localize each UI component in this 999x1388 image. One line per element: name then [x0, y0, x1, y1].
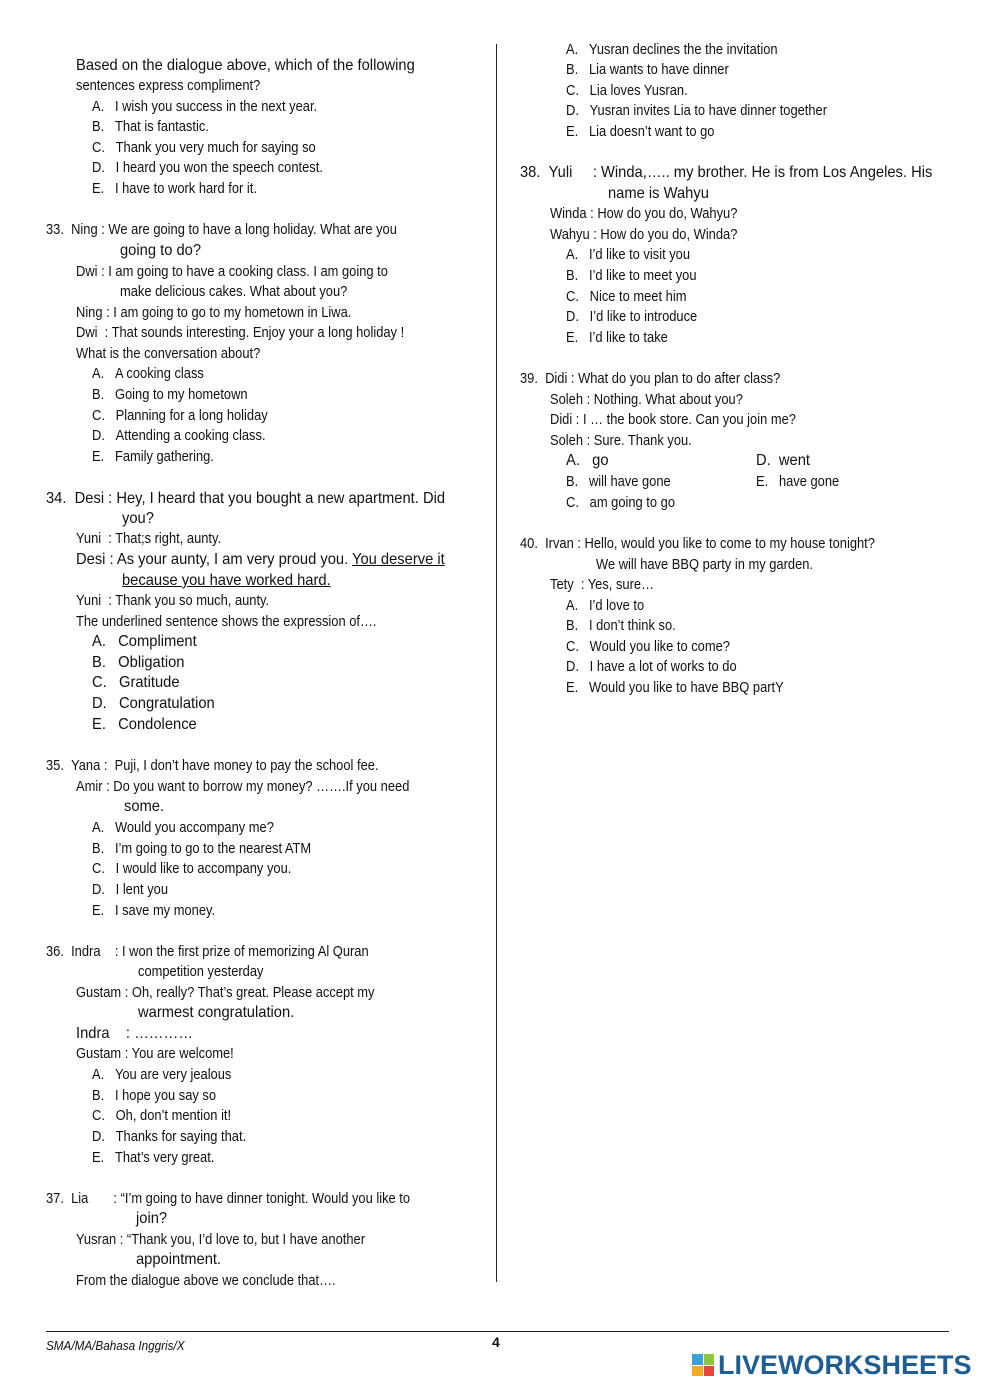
- left-text-line: D. Attending a cooking class.: [92, 427, 266, 444]
- right-text-line: B. Lia wants to have dinner: [566, 61, 729, 78]
- left-text-line: B. I hope you say so: [92, 1087, 217, 1104]
- right-text-line: E. I’d like to take: [566, 329, 668, 346]
- left-text-line: E. I save my money.: [92, 902, 216, 919]
- right-text-line: C. am going to go: [566, 494, 676, 511]
- right-text-line: 40. Irvan : Hello, would you like to come to my house tonight?: [520, 535, 875, 552]
- left-text-line: D. Thanks for saying that.: [92, 1128, 247, 1145]
- left-text-line: A. You are very jealous: [92, 1066, 232, 1083]
- left-text-line: make delicious cakes. What about you?: [120, 283, 348, 300]
- left-text-line: 36. Indra : I won the first prize of memorizing Al Quran: [46, 943, 369, 960]
- right-text-line: name is Wahyu: [608, 185, 709, 202]
- left-text-line: join?: [136, 1210, 168, 1227]
- left-text-line: you?: [122, 510, 154, 527]
- right-text-line: Didi : I … the book store. Can you join me?: [550, 411, 796, 428]
- left-text-line: warmest congratulation.: [138, 1004, 295, 1021]
- left-text-line: A. Compliment: [92, 633, 197, 650]
- right-text-line: D. I’d like to introduce: [566, 308, 698, 325]
- left-text-line: competition yesterday: [138, 963, 264, 980]
- left-text-line: Indra : …………: [76, 1025, 193, 1042]
- right-text-line: Soleh : Nothing. What about you?: [550, 391, 743, 408]
- left-text-line: Desi : As your aunty, I am very proud you. You deserve it: [76, 551, 445, 568]
- left-text-line: E. I have to work hard for it.: [92, 180, 257, 197]
- left-text-line: A. A cooking class: [92, 365, 204, 382]
- left-text-line: C. Oh, don’t mention it!: [92, 1107, 232, 1124]
- left-text-line: sentences express compliment?: [76, 77, 261, 94]
- left-text-line: B. Going to my hometown: [92, 386, 248, 403]
- left-text-line: 33. Ning : We are going to have a long holiday. What are you: [46, 221, 397, 238]
- liveworksheets-logo-text: LIVEWORKSHEETS: [718, 1349, 972, 1380]
- left-text-line: C. I would like to accompany you.: [92, 860, 292, 877]
- right-text-line: 38. Yuli : Winda,….. my brother. He is from Los Angeles. His: [520, 164, 933, 181]
- left-text-line: From the dialogue above we conclude that….: [76, 1272, 336, 1289]
- left-text-line: 34. Desi : Hey, I heard that you bought a new apartment. Did: [46, 490, 446, 507]
- left-text-line: Ning : I am going to go to my hometown in Liwa.: [76, 304, 352, 321]
- left-text-line: D. Congratulation: [92, 695, 215, 712]
- left-text-line: B. That is fantastic.: [92, 118, 209, 135]
- right-text-line: A. I’d like to visit you: [566, 246, 691, 263]
- right-text-line: A. Yusran declines the the invitation: [566, 41, 778, 58]
- left-text-line: C. Gratitude: [92, 674, 180, 691]
- right-text-line: D. Yusran invites Lia to have dinner together: [566, 102, 828, 119]
- liveworksheets-logo-icon: [692, 1354, 714, 1376]
- right-text-line: C. Would you like to come?: [566, 638, 730, 655]
- page-number: 4: [492, 1334, 500, 1350]
- left-text-line: E. That’s very great.: [92, 1149, 215, 1166]
- left-text-line: A. I wish you success in the next year.: [92, 98, 318, 115]
- right-text-line: A. I’d love to: [566, 597, 645, 614]
- left-text-line: A. Would you accompany me?: [92, 819, 274, 836]
- left-text-line: 37. Lia : “I’m going to have dinner tonight. Would you like to: [46, 1190, 411, 1207]
- left-text-line: D. I lent you: [92, 881, 169, 898]
- right-text-line: 39. Didi : What do you plan to do after class?: [520, 370, 781, 387]
- right-text-line: D. went: [756, 452, 810, 469]
- right-text-line: Winda : How do you do, Wahyu?: [550, 205, 738, 222]
- right-text-line: Tety : Yes, sure…: [550, 576, 654, 593]
- left-text-line: What is the conversation about?: [76, 345, 261, 362]
- left-text-line: Amir : Do you want to borrow my money? …….If you need: [76, 778, 410, 795]
- right-text-line: E. have gone: [756, 473, 840, 490]
- left-text-line: B. I’m going to go to the nearest ATM: [92, 840, 312, 857]
- left-text-line: Based on the dialogue above, which of the following: [76, 57, 415, 74]
- right-text-line: C. Nice to meet him: [566, 288, 687, 305]
- right-text-line: E. Lia doesn’t want to go: [566, 123, 715, 140]
- right-text-line: Soleh : Sure. Thank you.: [550, 432, 692, 449]
- left-text-line: Yuni : That;s right, aunty.: [76, 530, 222, 547]
- left-text-line: going to do?: [120, 242, 202, 259]
- left-text-line: Gustam : Oh, really? That’s great. Please accept my: [76, 984, 375, 1001]
- left-text-line: B. Obligation: [92, 654, 185, 671]
- left-text-line: C. Thank you very much for saying so: [92, 139, 316, 156]
- left-text-line: E. Condolence: [92, 716, 197, 733]
- underlined-expression: because you have worked hard.: [122, 572, 331, 589]
- left-text-line: Yusran : “Thank you, I’d love to, but I have another: [76, 1231, 366, 1248]
- left-text-line: 35. Yana : Puji, I don’t have money to pay the school fee.: [46, 757, 379, 774]
- left-text-line: some.: [124, 798, 165, 815]
- left-text-line: Dwi : I am going to have a cooking class. I am going to: [76, 263, 388, 280]
- footer-course-label: SMA/MA/Bahasa Inggris/X: [46, 1338, 185, 1353]
- left-text-line: Dwi : That sounds interesting. Enjoy your a long holiday !: [76, 324, 405, 341]
- right-text-line: E. Would you like to have BBQ partY: [566, 679, 784, 696]
- underlined-expression: You deserve it: [352, 551, 445, 568]
- left-text-line: The underlined sentence shows the expression of….: [76, 613, 377, 630]
- right-text-line: Wahyu : How do you do, Winda?: [550, 226, 738, 243]
- right-text-line: We will have BBQ party in my garden.: [596, 556, 814, 573]
- left-text-line: C. Planning for a long holiday: [92, 407, 268, 424]
- right-text-line: D. I have a lot of works to do: [566, 658, 737, 675]
- left-text-line: Gustam : You are welcome!: [76, 1045, 234, 1062]
- right-text-line: B. I’d like to meet you: [566, 267, 697, 284]
- right-text-line: C. Lia loves Yusran.: [566, 82, 688, 99]
- right-text-line: A. go: [566, 452, 609, 469]
- right-text-line: B. I don’t think so.: [566, 617, 676, 634]
- right-text-line: B. will have gone: [566, 473, 671, 490]
- footer-rule: [46, 1331, 949, 1332]
- left-text-line: E. Family gathering.: [92, 448, 214, 465]
- liveworksheets-logo[interactable]: [692, 1350, 972, 1380]
- column-divider: [496, 44, 497, 1282]
- left-text-line: [122, 571, 331, 591]
- left-text-line: appointment.: [136, 1251, 222, 1268]
- left-text-line: Yuni : Thank you so much, aunty.: [76, 592, 270, 609]
- left-text-line: D. I heard you won the speech contest.: [92, 159, 323, 176]
